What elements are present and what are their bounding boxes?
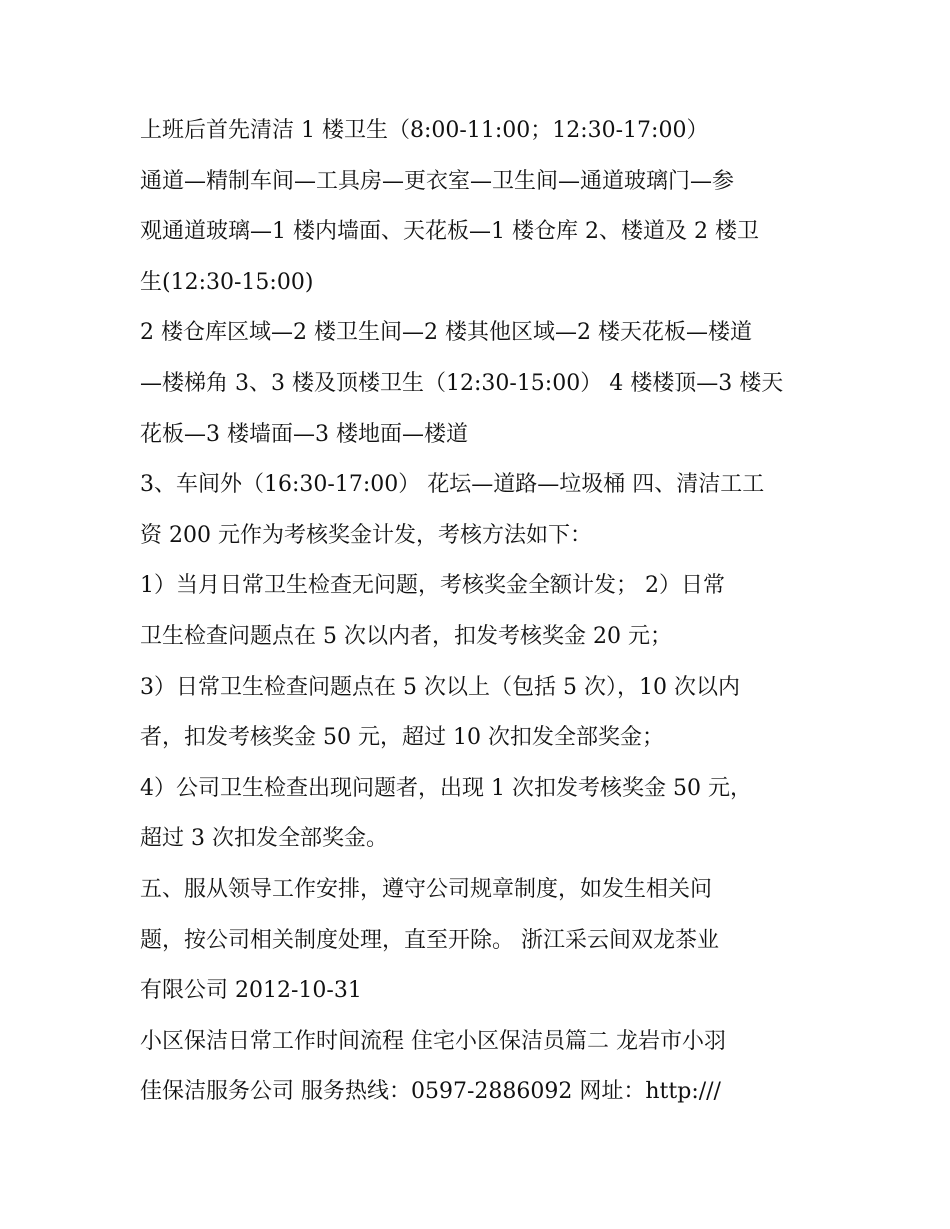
text-line: 资 200 元作为考核奖金计发，考核方法如下：	[140, 522, 592, 548]
text-line: 有限公司 2012-10-31	[140, 978, 362, 1004]
text-line: 4）公司卫生检查出现问题者，出现 1 次扣发考核奖金 50 元，	[140, 775, 752, 801]
text-line: 小区保洁日常工作时间流程 住宅小区保洁员篇二 龙岩市小羽	[140, 1028, 726, 1054]
text-line: 佳保洁服务公司 服务热线：0597-2886092 网址：http:///	[140, 1079, 721, 1105]
text-line: 观通道玻璃—1 楼内墙面、天花板—1 楼仓库 2、楼道及 2 楼卫	[140, 219, 759, 245]
text-line: 五、服从领导工作安排，遵守公司规章制度，如发生相关问	[140, 876, 713, 902]
text-line: 超过 3 次扣发全部奖金。	[140, 826, 388, 852]
document-body	[140, 106, 820, 1118]
text-line: 上班后首先清洁 1 楼卫生（8:00-11:00；12:30-17:00）	[140, 118, 709, 143]
text-line: 卫生检查问题点在 5 次以内者，扣发考核奖金 20 元；	[140, 623, 672, 649]
text-line: 题，按公司相关制度处理，直至开除。 浙江采云间双龙茶业	[140, 927, 719, 953]
text-line: 花板—3 楼墙面—3 楼地面—楼道	[140, 421, 468, 447]
text-line: 者，扣发考核奖金 50 元，超过 10 次扣发全部奖金；	[140, 725, 664, 751]
text-line: 3、车间外（16:30-17:00） 花坛—道路—垃圾桶 四、清洁工工	[140, 472, 765, 498]
text-line: 1）当月日常卫生检查无问题，考核奖金全额计发； 2）日常	[140, 573, 725, 599]
text-line: —楼梯角 3、3 楼及顶楼卫生（12:30-15:00） 4 楼楼顶—3 楼天	[140, 370, 784, 396]
text-line: 通道—精制车间—工具房—更衣室—卫生间—通道玻璃门—参	[140, 168, 735, 194]
text-line: 生(12:30-15:00)	[140, 269, 314, 295]
text-line: 3）日常卫生检查问题点在 5 次以上（包括 5 次），10 次以内	[140, 674, 740, 700]
text-line: 2 楼仓库区域—2 楼卫生间—2 楼其他区域—2 楼天花板—楼道	[140, 320, 752, 346]
